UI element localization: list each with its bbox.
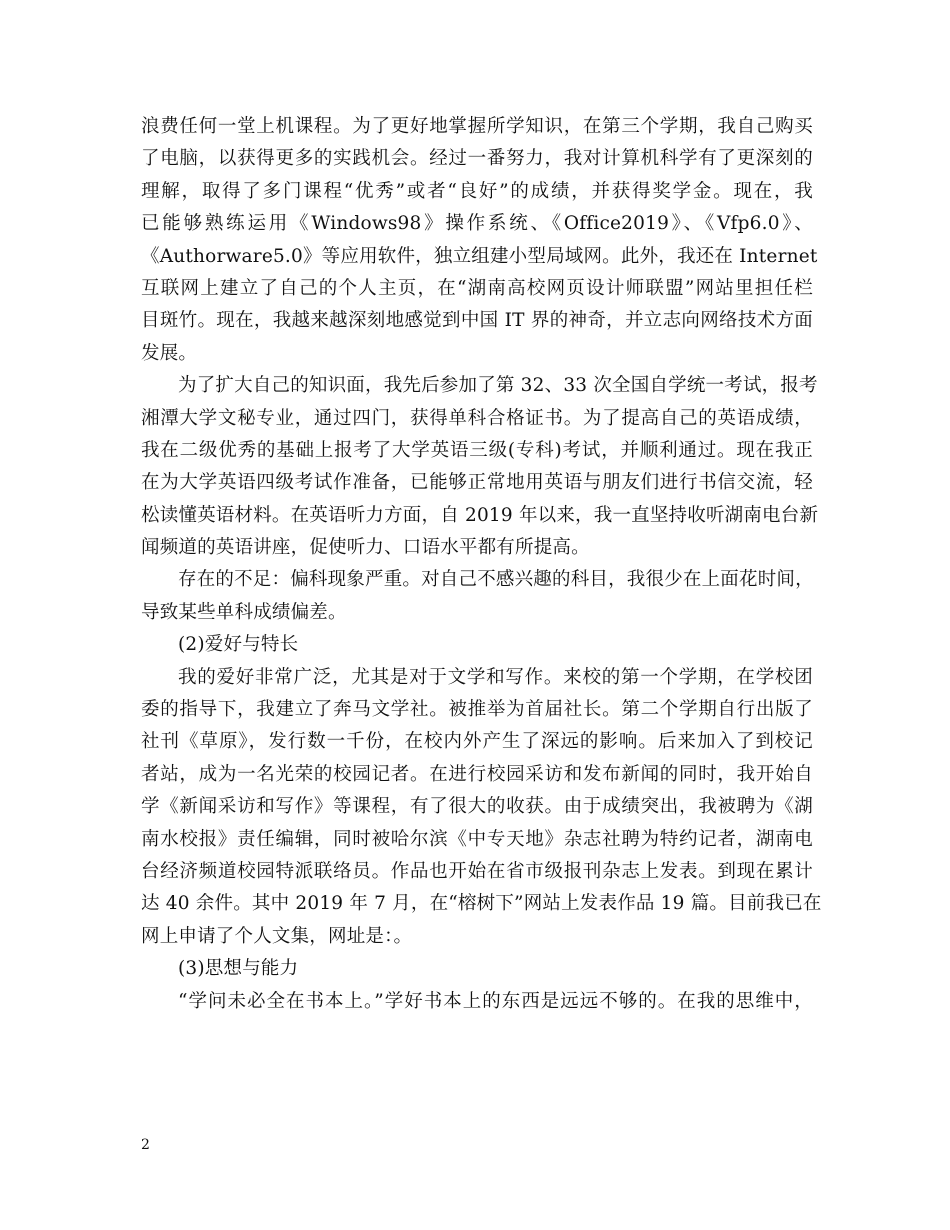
text-line: 在为大学英语四级考试作准备，已能够正常地用英语与朋友们进行书信交流，轻	[141, 472, 813, 494]
text-line: 为了扩大自己的知识面，我先后参加了第 32、33 次全国自学统一考试，报考	[178, 375, 818, 397]
document-body	[141, 111, 822, 1018]
text-line: 互联网上建立了自己的个人主页，在“湖南高校网页设计师联盟”网站里担任栏	[141, 277, 813, 299]
text-line: 台经济频道校园特派联络员。作品也开始在省市级报刊杂志上发表。到现在累计	[141, 860, 813, 882]
text-line: 发展。	[141, 342, 198, 364]
text-line: 网上申请了个人文集，网址是：。	[141, 925, 413, 947]
text-line: 学《新闻采访和写作》等课程，有了很大的收获。由于成绩突出，我被聘为《湖	[141, 796, 813, 818]
text-line: 委的指导下，我建立了奔马文学社。被推举为首届社长。第二个学期自行出版了	[141, 699, 813, 721]
text-line: 浪费任何一堂上机课程。为了更好地掌握所学知识，在第三个学期，我自己购买	[141, 116, 813, 137]
text-line: 导致某些单科成绩偏差。	[141, 601, 347, 623]
text-line: 达 40 余件。其中 2019 年 7 月，在“榕树下”网站上发表作品 19 篇。目前我已在	[141, 893, 822, 915]
text-line: 松读懂英语材料。在英语听力方面，自 2019 年以来，我一直坚持收听湖南电台新	[141, 504, 819, 526]
text-line: 已能够熟练运用《Windows98》操作系统、《Office2019》、《Vfp6.0》、	[141, 213, 813, 235]
page-number: 2	[141, 1137, 150, 1153]
text-line: 湘潭大学文秘专业，通过四门，获得单科合格证书。为了提高自己的英语成绩，	[141, 407, 813, 429]
text-line: 社刊《草原》，发行数一千份，在校内外产生了深远的影响。后来加入了到校记	[141, 731, 813, 753]
text-line: 闻频道的英语讲座，促使听力、口语水平都有所提高。	[141, 537, 590, 559]
text-line: 我的爱好非常广泛，尤其是对于文学和写作。来校的第一个学期，在学校团	[178, 666, 813, 688]
text-line: (3)思想与能力	[178, 958, 299, 980]
text-line: 了电脑，以获得更多的实践机会。经过一番努力，我对计算机科学有了更深刻的	[141, 148, 813, 170]
text-line: 我在二级优秀的基础上报考了大学英语三级(专科)考试，并顺利通过。现在我正	[141, 439, 813, 461]
text-line: 理解，取得了多门课程“优秀”或者“良好”的成绩，并获得奖学金。现在，我	[141, 180, 813, 202]
text-line: 目斑竹。现在，我越来越深刻地感觉到中国 IT 界的神奇，并立志向网络技术方面	[141, 310, 813, 332]
text-line: 南水校报》责任编辑，同时被哈尔滨《中专天地》杂志社聘为特约记者，湖南电	[141, 828, 813, 850]
text-line: 者站，成为一名光荣的校园记者。在进行校园采访和发布新闻的同时，我开始自	[141, 763, 813, 785]
text-line: 存在的不足：偏科现象严重。对自己不感兴趣的科目，我很少在上面花时间，	[178, 569, 814, 591]
text-line: (2)爱好与特长	[178, 634, 299, 656]
text-line: “学问未必全在书本上。”学好书本上的东西是远远不够的。在我的思维中，	[178, 990, 813, 1012]
text-line: 《Authorware5.0》等应用软件，独立组建小型局域网。此外，我还在 Internet	[141, 245, 818, 267]
